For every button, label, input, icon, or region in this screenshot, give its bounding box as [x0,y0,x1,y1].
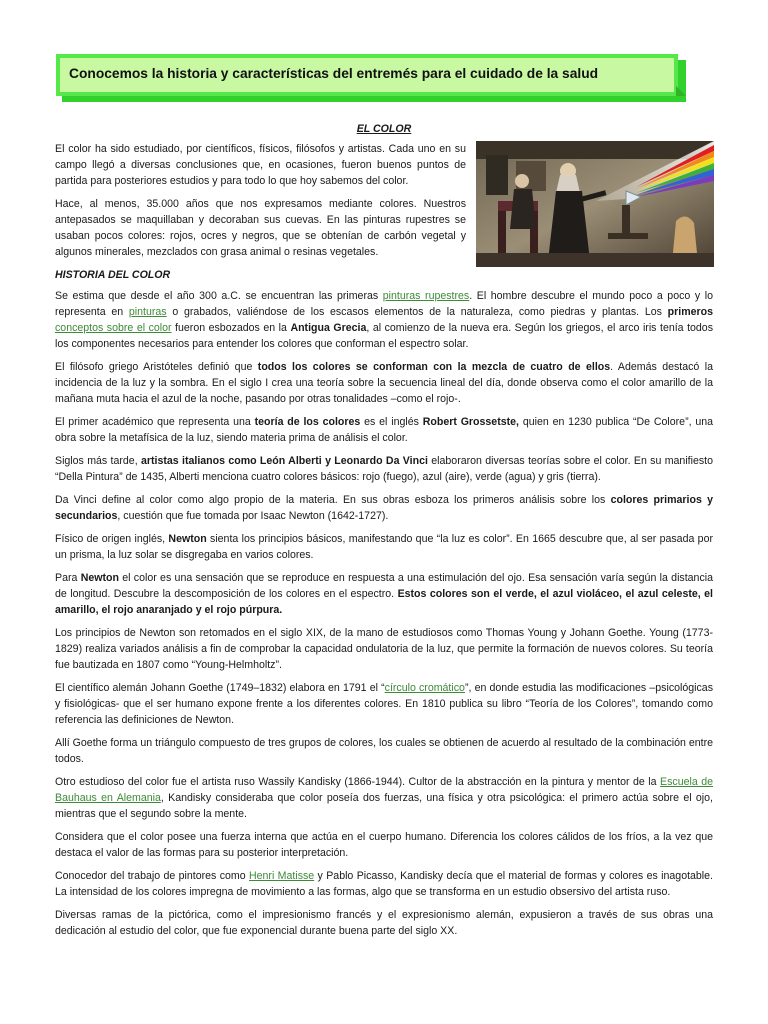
paragraph-6: Siglos más tarde, artistas italianos como León Alberti y Leonardo Da Vinci elaboraron diversas teorías sobre el color. En su manifiesto “Della Pintura” de 1435, Alberti menciona cuatro colores básicos: rojo (fuego), azul (aire), verde (agua) y gris (tierra). [55,455,713,483]
paragraph-8: Físico de origen inglés, Newton sienta los principios básicos, manifestando que “la luz es color”. En 1665 descubre que, al ser pasada por un prisma, la luz solar se disgregaba en varios colores. [55,533,713,561]
link-pinturas-rupestres[interactable]: pinturas rupestres [382,290,470,302]
paragraph-2: Hace, al menos, 35.000 años que nos expresamos mediante colores. Nuestros antepasados se maquillaban y decoraban sus cuevas. En las pinturas rupestres se usaban pocos colores: rojos, ocres y negros, que se obtenían de carbón vegetal y algunos minerales, mezclados con grasa animal o resinas vegetales. [55,198,466,258]
paragraph-14: Considera que el color posee una fuerza interna que actúa en el cuerpo humano. Diferencia los colores cálidos de los fríos, a la vez que destaca el valor de las formas para su posterior interpretación. [55,831,713,859]
paragraph-4: El filósofo griego Aristóteles definió que todos los colores se conforman con la mezcla de cuatro de ellos. Además destacó la incidencia de la luz y la sombra. En el siglo I crea una teoría sobre la secuencia lineal del día, donde observa como el color amarillo de la mañana muta hacia el azul de la noche, pasando por otras tonalidades –como el rojo-. [55,361,714,405]
paragraph-15: Conocedor del trabajo de pintores como Henri Matisse y Pablo Picasso, Kandisky decía que el material de formas y colores es inagotable. La intensidad de los colores impregna de movimiento a las formas, algo que se transforma en un estudio obsersivo del artista ruso. [55,870,713,898]
paragraph-11: El científico alemán Johann Goethe (1749–1832) elabora en 1791 el “círculo cromático”, en donde estudia las modificaciones –psicológicas y fisiológicas- que el ser humano expone frente a los diferentes colores. En 1810 publica su libro “Teoría de los Colores”, tomando como referencia las definiciones de Newton. [55,682,713,726]
link-escuela-bauhaus[interactable]: Escuela de Bauhaus en Alemania [55,776,714,804]
newton-prism-illustration [476,141,714,267]
paragraph-16: Diversas ramas de la pictórica, como el impresionismo francés y el expresionismo alemán, expusieron a través de sus obras una dedicación al estudio del color, que fue exponencial durante buena parte del siglo XX. [55,909,713,937]
link-pinturas[interactable]: pinturas [128,306,167,318]
document-body [55,121,713,946]
banner-title: Conocemos la historia y características del entremés para el cuidado de la salud [69,66,599,81]
paragraph-12: Allí Goethe forma un triángulo compuesto de tres grupos de colores, los cuales se obtienen de acuerdo al resultado de la combinación entre todos. [55,737,713,765]
banner-curl [676,86,686,96]
section-title: EL COLOR [356,123,412,135]
paragraph-3: Se estima que desde el año 300 a.C. se encuentran las primeras pinturas rupestres. El hombre descubre el mundo poco a poco y lo representa en pinturas o grabados, valiéndose de los escasos elementos de la naturaleza, como piedras y plantas. Los primeros conceptos sobre el color fueron esbozados en la Antigua Grecia, al comienzo de la nueva era. Según los griegos, el arco iris tenía todos los componentes necesarios para entender los colores que conforman el espectro solar. [55,290,714,350]
history-heading: HISTORIA DEL COLOR [55,269,171,281]
intro-block [55,141,713,260]
title-banner [56,54,678,96]
link-circulo-cromatico[interactable]: círculo cromático [384,682,465,694]
link-henri-matisse[interactable]: Henri Matisse [248,870,315,882]
paragraph-13: Otro estudioso del color fue el artista ruso Wassily Kandisky (1866-1944). Cultor de la abstracción en la pintura y mentor de la Escuela de Bauhaus en Alemania, Kandisky consideraba que color poseía dos fuerzas, una física y otra psicológica: el primero actúa sobre el ojo, mientras que el segundo sobre la mente. [55,776,714,820]
link-conceptos-sobre-el-color[interactable]: conceptos sobre el color [55,322,172,334]
paragraph-1: El color ha sido estudiado, por científicos, físicos, filósofos y artistas. Cada uno en su campo llegó a diversas conclusiones que, en ocasiones, fueron buenos puntos de partida para posteriores estudios y para todo lo que hoy sabemos del color. [55,143,466,187]
paragraph-5: El primer académico que representa una teoría de los colores es el inglés Robert Grossetste, quien en 1230 publica “De Colore”, una obra sobre la metafísica de la luz, siendo materia prima de análisis el color. [55,416,714,444]
paragraph-10: Los principios de Newton son retomados en el siglo XIX, de la mano de estudiosos como Thomas Young y Johann Goethe. Young (1773-1829) realiza variados análisis a fin de comprobar la capacidad ondulatoria de la luz, que permite la formación de nuevos colores. Su teoría fue bautizada en 1807 como “Young-Helmholtz”. [55,627,713,671]
paragraph-7: Da Vinci define al color como algo propio de la materia. En sus obras esboza los primeros análisis sobre los colores primarios y secundarios, cuestión que fue tomada por Isaac Newton (1642-1727). [55,494,713,522]
paragraph-9: Para Newton el color es una sensación que se reproduce en respuesta a una estimulación del ojo. Esa sensación varía según la distancia de longitud. Descubre la descomposición de los colores en el espectro. Estos colores son el verde, el azul violáceo, el azul celeste, el amarillo, el rojo anaranjado y el rojo púrpura. [55,572,713,616]
